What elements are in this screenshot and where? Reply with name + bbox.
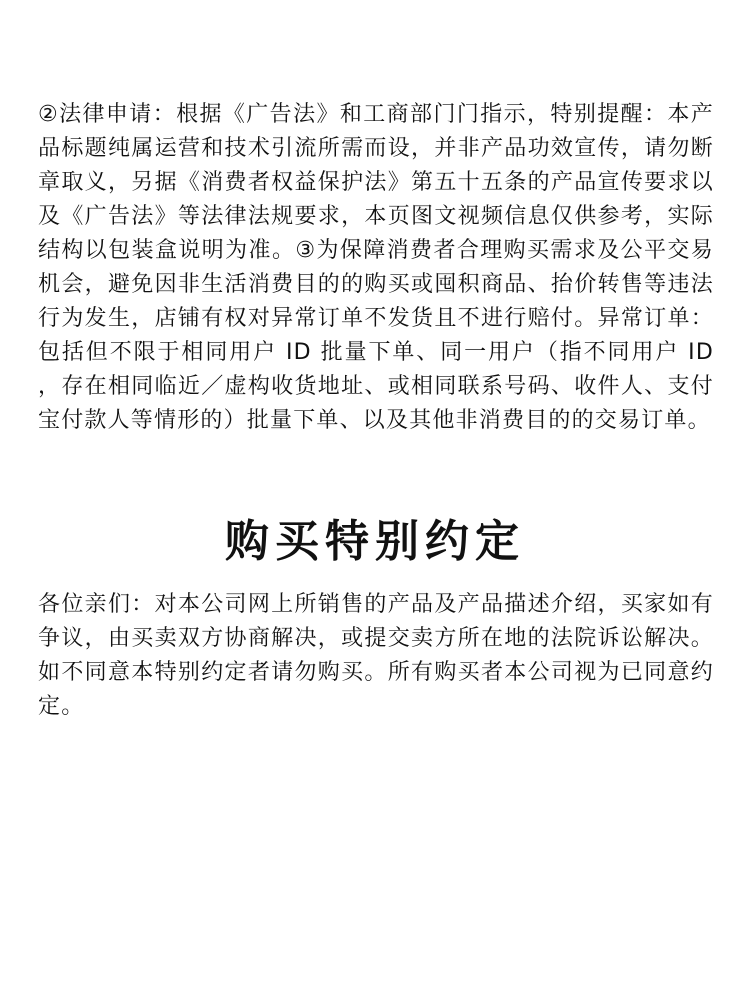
purchase-agreement-paragraph: 各位亲们：对本公司网上所销售的产品及产品描述介绍，买家如有争议，由买卖双方协商解决，或提交卖方所在地的法院诉讼解决。如不同意本特别约定者请勿购买。所有购买者本公司视为已同意约定。 [38,592,714,719]
legal-notice-paragraph: ②法律申请：根据《广告法》和工商部门门指示，特别提醒：本产品标题纯属运营和技术引流所需而设，并非产品功效宣传，请勿断章取义，另据《消费者权益保护法》第五十五条的产品宣传要求以及《广告法》等法律法规要求，本页图文视频信息仅供参考，实际结构以包装盒说明为准。③为保障消费者合理购买需求及公平交易机会，避免因非生活消费目的的购买或囤积商品、抬价转售等违法行为发生，店铺有权对异常订单不发货且不进行赔付。异常订单：包括但不限于相同用户 ID 批量下单、同一用户（指不同用户 ID ，存在相同临近／虚构收货地址、或相同联系号码、收件人、支付宝付款人等情形的）批量下单、以及其他非消费目的的交易订单。 [38,102,714,433]
purchase-agreement-title: 购买特别约定 [225,516,525,567]
